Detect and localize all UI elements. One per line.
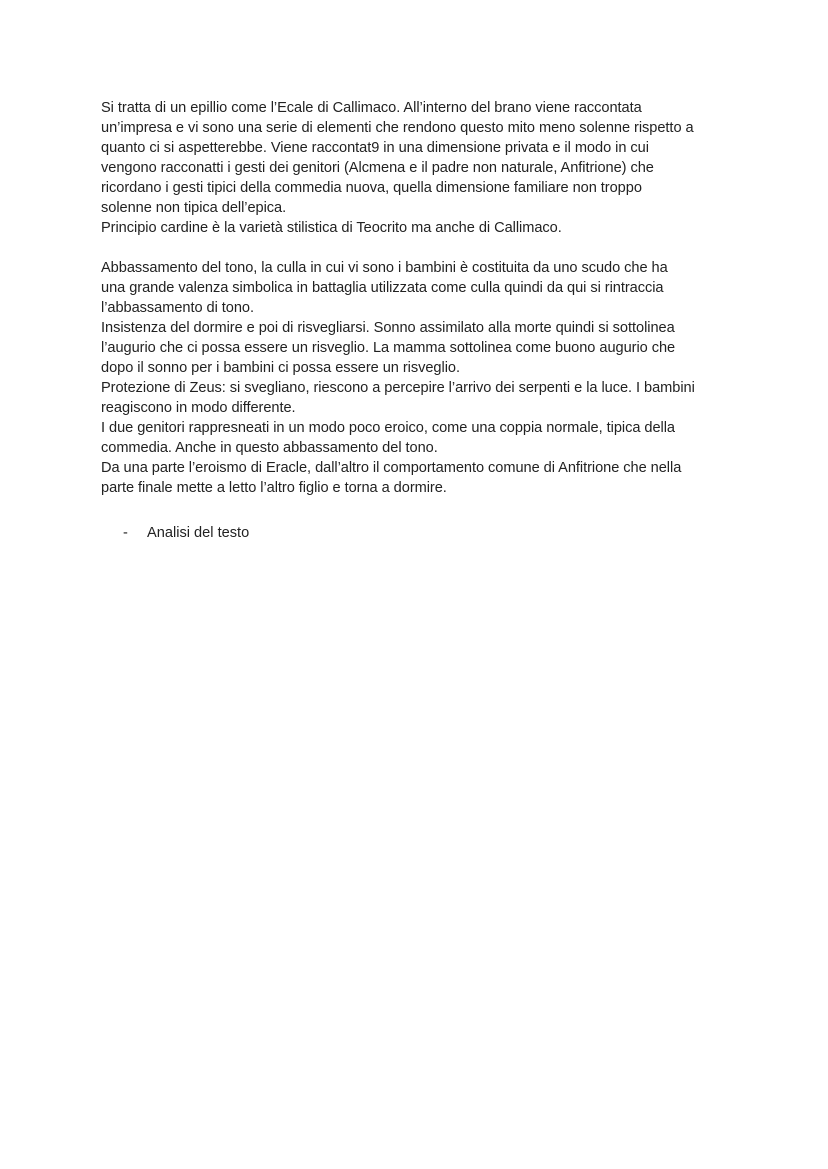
text-line: una grande valenza simbolica in battaglia utilizzata come culla quindi da qui si rintraccia xyxy=(101,280,664,296)
text-line: I due genitori rappresneati in un modo poco eroico, come una coppia normale, tipica della xyxy=(101,420,675,436)
bullet-list xyxy=(101,523,701,543)
text-line: Insistenza del dormire e poi di risvegliarsi. Sonno assimilato alla morte quindi si sottolinea xyxy=(101,320,675,336)
text-line: reagiscono in modo differente. xyxy=(101,400,296,416)
text-line: l’augurio che ci possa essere un risveglio. La mamma sottolinea come buono augurio che xyxy=(101,340,676,356)
paragraph-block-1 xyxy=(101,98,741,238)
text-line: vengono racconatti i gesti dei genitori (Alcmena e il padre non naturale, Anfitrione) che xyxy=(101,160,654,176)
text-line: dopo il sonno per i bambini ci possa essere un risveglio. xyxy=(101,360,460,376)
text-line: un’impresa e vi sono una serie di elementi che rendono questo mito meno solenne rispetto a xyxy=(101,120,694,136)
document-body xyxy=(101,98,741,498)
text-line: Principio cardine è la varietà stilistica di Teocrito ma anche di Callimaco. xyxy=(101,220,562,236)
text-line: l’abbassamento di tono. xyxy=(101,300,254,316)
list-item xyxy=(101,523,701,543)
text-line: commedia. Anche in questo abbassamento del tono. xyxy=(101,440,438,456)
bullet-text: Analisi del testo xyxy=(147,525,250,541)
text-line: Abbassamento del tono, la culla in cui vi sono i bambini è costituita da uno scudo che ha xyxy=(101,260,668,276)
text-line: Da una parte l’eroismo di Eracle, dall’altro il comportamento comune di Anfitrione che nella xyxy=(101,460,682,476)
paragraph-block-2 xyxy=(101,258,741,498)
text-line: solenne non tipica dell’epica. xyxy=(101,200,287,216)
text-line: parte finale mette a letto l’altro figlio e torna a dormire. xyxy=(101,480,447,496)
blank-line xyxy=(101,238,741,258)
text-line: quanto ci si aspetterebbe. Viene raccontat9 in una dimensione privata e il modo in cui xyxy=(101,140,649,156)
text-line: Protezione di Zeus: si svegliano, riescono a percepire l’arrivo dei serpenti e la luce. I bambini xyxy=(101,380,695,396)
text-line: ricordano i gesti tipici della commedia nuova, quella dimensione familiare non troppo xyxy=(101,180,642,196)
text-line: Si tratta di un epillio come l’Ecale di Callimaco. All’interno del brano viene raccontata xyxy=(101,100,642,116)
bullet-marker: - xyxy=(123,525,128,541)
